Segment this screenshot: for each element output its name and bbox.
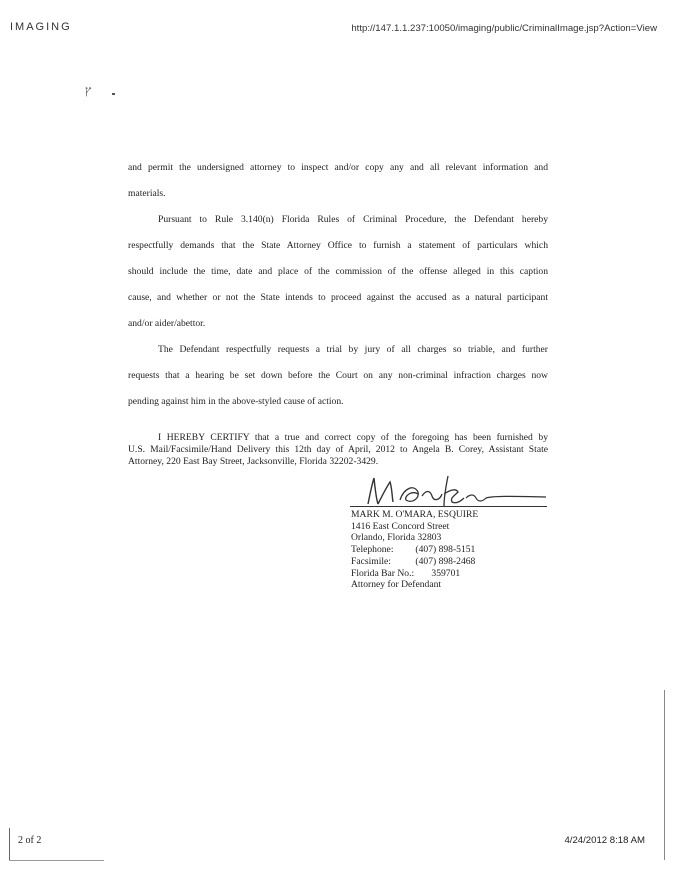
attorney-city: Orlando, Florida 32803 [351,532,442,544]
para1-line2: materials. [128,188,166,199]
bar-number-value: 359701 [431,567,461,579]
para3-line1: The Defendant respectfully requests a trial by jury of all charges so triable, and further [158,344,548,355]
telephone-label: Telephone: [351,544,394,556]
certificate-line1: I HEREBY CERTIFY that a true and correct copy of the foregoing has been furnished by [158,432,548,443]
para2-line4: cause, and whether or not the State intends to proceed against the accused as a natural participant [128,292,548,303]
scan-edge-line [664,690,665,860]
para3-line2: requests that a hearing be set down before the Court on any non-criminal infraction charges now [128,370,548,381]
telephone-value: (407) 898-5151 [415,544,476,556]
attorney-signature-block [351,509,478,591]
page-number: 2 of 2 [18,835,42,846]
facsimile-value: (407) 898-2468 [415,555,476,567]
para2-line5: and/or aider/abettor. [128,318,206,329]
scan-corner-horizontal [9,860,104,861]
bar-number-label: Florida Bar No.: [351,567,415,579]
para2-line2: respectfully demands that the State Attorney Office to furnish a statement of particulars which [128,240,548,251]
facsimile-label: Facsimile: [351,555,391,567]
facsimile-row [351,556,478,568]
source-url: http://147.1.1.237:10050/imaging/public/CriminalImage.jsp?Action=View [351,23,657,34]
para1-line1: and permit the undersigned attorney to inspect and/or copy any and all relevant information and [128,162,548,173]
imaging-header-label: IMAGING [10,21,72,33]
attorney-name: MARK M. O'MARA, ESQUIRE [351,509,479,520]
print-timestamp: 4/24/2012 8:18 AM [564,835,645,846]
scan-corner-vertical [9,828,10,860]
signature-line [350,506,547,507]
para3-line3: pending against him in the above-styled cause of action. [128,396,344,407]
certificate-line2: U.S. Mail/Facsimile/Hand Delivery this 12th day of April, 2012 to Angela B. Corey, Assistant State [128,443,548,455]
bar-number-row [351,568,478,580]
telephone-row [351,544,478,556]
attorney-street: 1416 East Concord Street [351,520,450,532]
handwritten-signature [360,474,550,510]
para2-line3: should include the time, date and place of the commission of the offense alleged in this caption [128,266,548,277]
para2-line1: Pursuant to Rule 3.140(n) Florida Rules of Criminal Procedure, the Defendant hereby [158,214,548,225]
certificate-line3: Attorney, 220 East Bay Street, Jacksonville, Florida 32202-3429. [128,455,379,467]
attorney-role: Attorney for Defendant [351,579,442,591]
certificate-of-service [128,432,548,467]
scan-artifact-mark: ץ [85,83,92,97]
scan-artifact-dot [112,93,115,95]
